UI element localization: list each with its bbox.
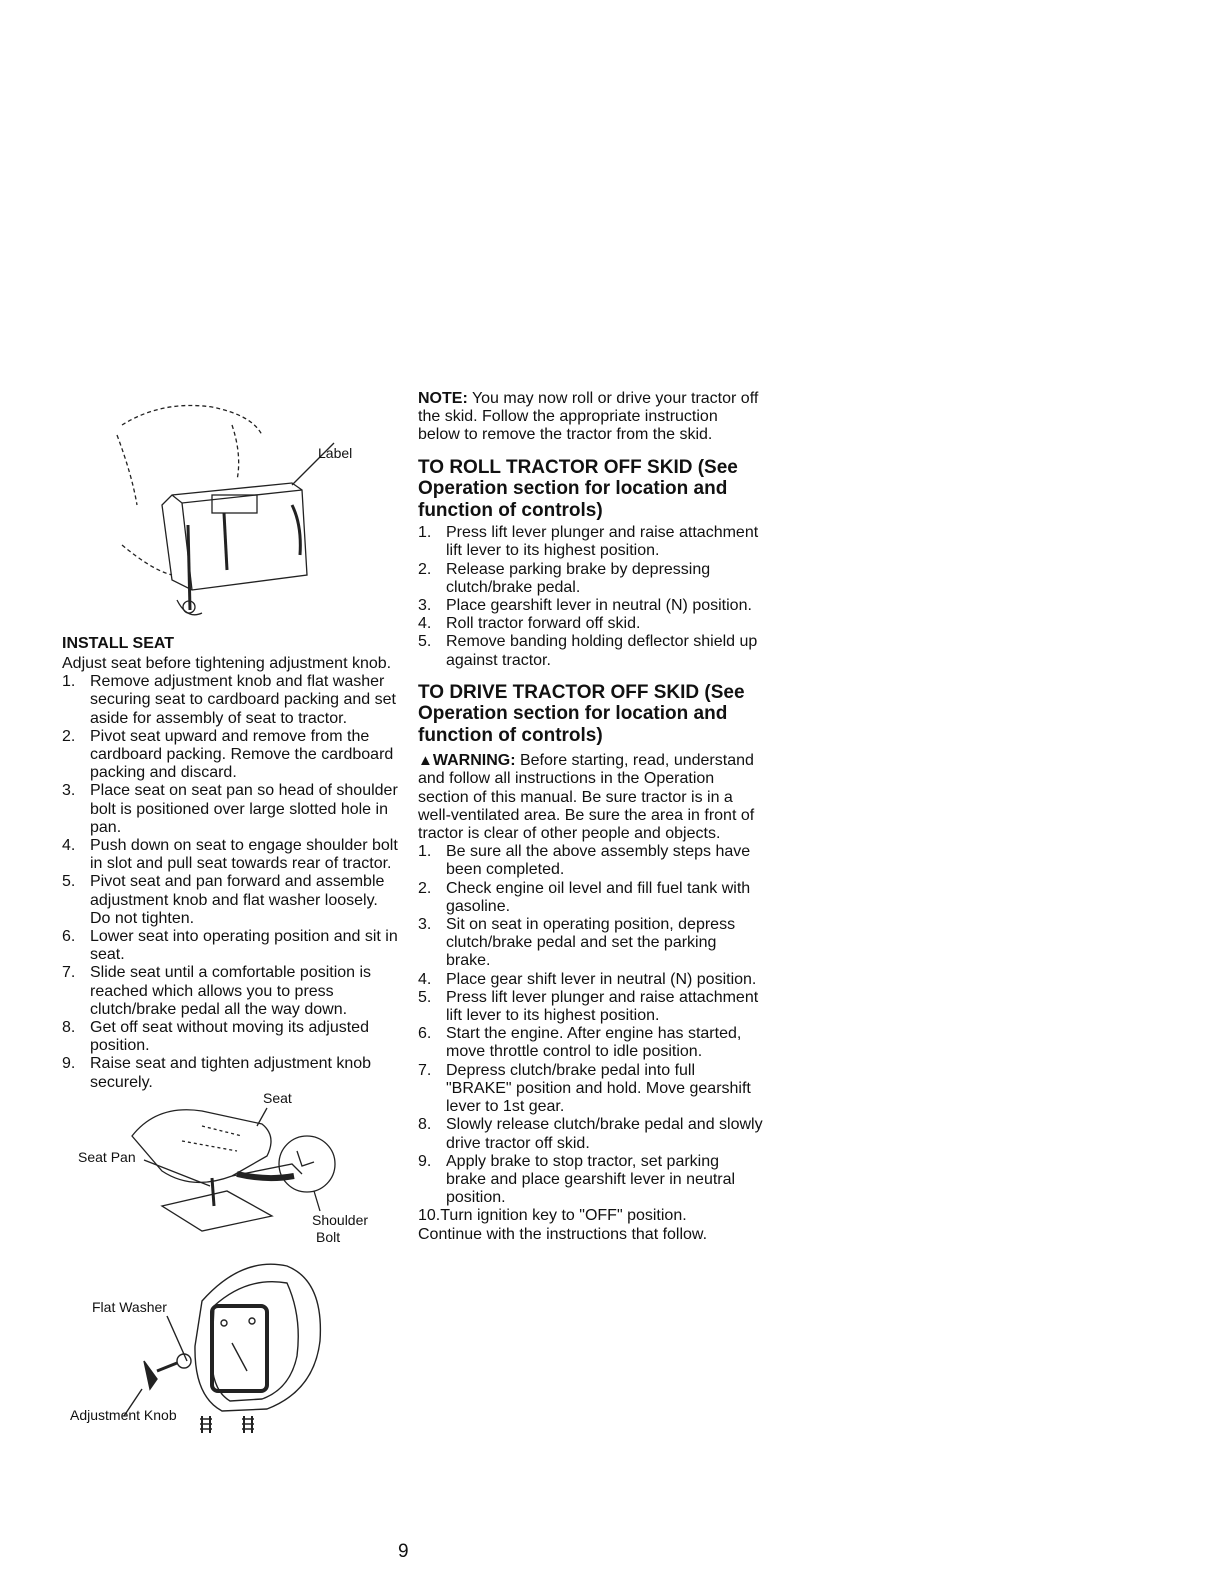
list-item: 8. Slowly release clutch/brake pedal and slowly drive tractor off skid. xyxy=(418,1116,763,1152)
warning-text: Before starting, read, understand and follow all instructions in the Operation section of this manual. Be sure tractor is in a well-ventilated area. Be sure the area in front of tractor is clear of other people and objects. xyxy=(418,752,755,843)
drive-tractor-heading: TO DRIVE TRACTOR OFF SKID (See Operation section for location and function of controls) xyxy=(418,681,745,746)
note-label: NOTE: xyxy=(418,390,468,407)
list-item: 4. Roll tractor forward off skid. xyxy=(418,615,641,633)
install-seat-heading: INSTALL SEAT xyxy=(62,635,174,652)
list-item: 3. Place gearshift lever in neutral (N) position. xyxy=(418,596,752,614)
install-seat-intro: Adjust seat before tightening adjustment knob. xyxy=(62,655,392,672)
list-item: 5. Press lift lever plunger and raise attachment lift lever to its highest position. xyxy=(418,988,759,1025)
install-seat-steps xyxy=(62,673,402,1092)
list-item: 1. Press lift lever plunger and raise attachment lift lever to its highest position. xyxy=(418,524,759,560)
flat-washer-callout: Flat Washer xyxy=(92,1298,167,1315)
seat-pan-callout: Seat Pan xyxy=(78,1148,136,1165)
shoulder-callout: Shoulder xyxy=(312,1211,369,1228)
list-item: 1. Remove adjustment knob and flat washer securing seat to cardboard packing and set aside for assembly of seat to tractor. xyxy=(62,673,396,727)
battery-illustration xyxy=(62,395,382,635)
list-item: 1. Be sure all the above assembly steps have been completed. xyxy=(418,843,751,879)
list-item: 4. Push down on seat to engage shoulder bolt in slot and pull seat towards rear of tractor. xyxy=(62,837,398,873)
battery-figure xyxy=(62,395,382,635)
list-item: 8. Get off seat without moving its adjusted position. xyxy=(62,1019,369,1055)
seat-pan-figure xyxy=(62,1089,402,1261)
list-item: 2. Release parking brake by depressing clutch/brake pedal. xyxy=(418,560,711,596)
list-item: 5. Remove banding holding deflector shield up against tractor. xyxy=(418,633,758,669)
list-item: 9. Apply brake to stop tractor, set parking brake and place gearshift lever in neutral position. xyxy=(418,1152,736,1207)
list-item: 3. Place seat on seat pan so head of shoulder bolt is positioned over large slotted hole in pan. xyxy=(62,782,398,836)
warning-icon: ▲ xyxy=(418,752,433,770)
adjustment-knob-callout: Adjustment Knob xyxy=(70,1406,177,1423)
list-item: 7. Depress clutch/brake pedal into full "BRAKE" position and hold. Move gearshift lever to 1st gear. xyxy=(418,1061,751,1116)
seat-callout: Seat xyxy=(263,1089,292,1106)
battery-label-callout: Label xyxy=(318,445,353,461)
step-10: 10.Turn ignition key to "OFF" position. xyxy=(418,1207,687,1225)
note-text: You may now roll or drive your tractor off the skid. Follow the appropriate instruction below to remove the tractor from the skid. xyxy=(418,390,759,444)
bolt-callout: Bolt xyxy=(316,1228,341,1245)
list-item: 9. Raise seat and tighten adjustment knob securely. xyxy=(62,1055,372,1091)
drive-tractor-steps xyxy=(418,843,763,1207)
note-paragraph xyxy=(418,390,763,445)
list-item: 3. Sit on seat in operating position, depress clutch/brake pedal and set the parking brake. xyxy=(418,916,736,970)
list-item: 7. Slide seat until a comfortable position is reached which allows you to press clutch/brake pedal all the way down. xyxy=(62,964,372,1018)
right-column xyxy=(418,390,763,1244)
roll-tractor-heading: TO ROLL TRACTOR OFF SKID (See Operation section for location and function of controls) xyxy=(418,456,738,521)
list-item: 5. Pivot seat and pan forward and assemble adjustment knob and flat washer loosely. Do not tighten. xyxy=(62,873,385,927)
list-item: 6. Lower seat into operating position and sit in seat. xyxy=(62,928,398,964)
closing-line: Continue with the instructions that follow. xyxy=(418,1225,708,1243)
list-item: 6. Start the engine. After engine has started, move throttle control to idle position. xyxy=(418,1025,742,1061)
list-item: 4. Place gear shift lever in neutral (N) position. xyxy=(418,970,757,988)
page-number: 9 xyxy=(398,1541,409,1562)
warning-paragraph xyxy=(418,752,763,843)
list-item: 2. Check engine oil level and fill fuel tank with gasoline. xyxy=(418,879,751,915)
left-column xyxy=(62,395,402,1436)
warning-label: WARNING: xyxy=(432,752,516,770)
seat-pan-illustration xyxy=(62,1096,402,1261)
adjustment-knob-figure xyxy=(62,1261,402,1436)
roll-tractor-steps xyxy=(418,524,763,670)
list-item: 2. Pivot seat upward and remove from the cardboard packing. Remove the cardboard packing and discard. xyxy=(62,727,394,782)
